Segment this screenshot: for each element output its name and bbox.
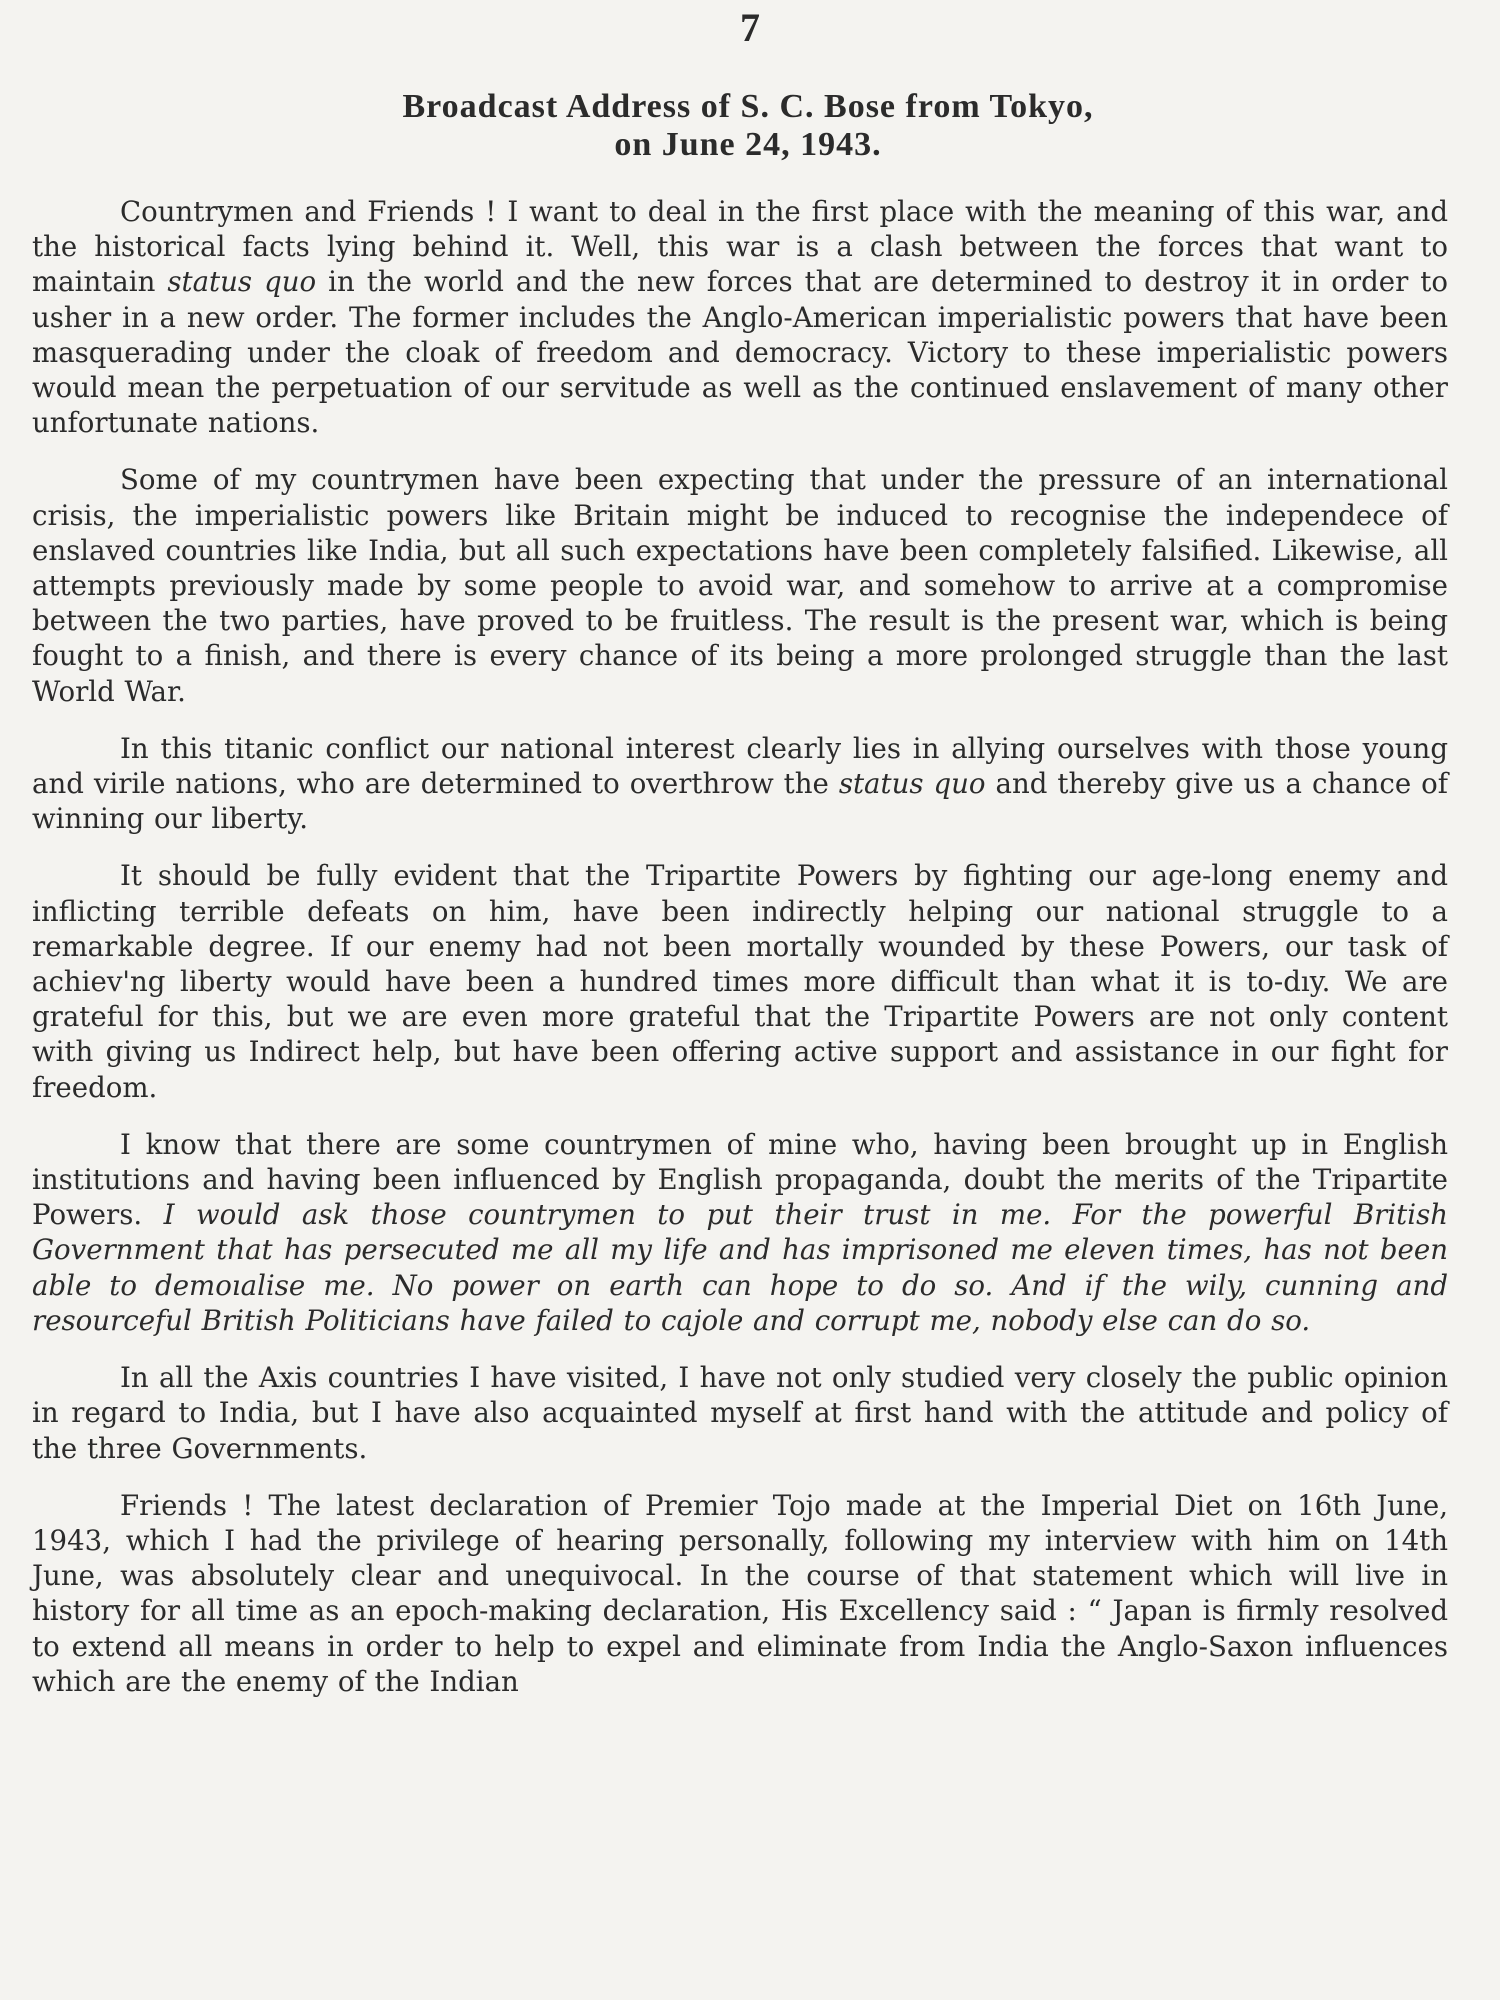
paragraph-1 [32,194,1448,440]
paragraph-7: Friends ! The latest declaration of Premier Tojo made at the Imperial Diet on 16th June, 1943, which I had the privilege of hearing personally, following my interview with him on 14th June, was absolutely clear and unequivocal. In the course of that statement which will live in history for all time as an epoch-making declaration, His Excellency said : “ Japan is firmly resolved to extend all means in order to help to expel and eliminate from India the Anglo-Saxon influences which are the enemy of the Indian [32,1488,1448,1698]
paragraph-2: Some of my countrymen have been expecting that under the pressure of an international crisis, the imperialistic powers like Britain might be induced to recognise the independece of enslaved countries like India, but all such expectations have been completely falsified. Likewise, all attempts previously made by some people to avoid war, and somehow to arrive at a compromise between the two parties, have proved to be fruitless. The result is the present war, which is being fought to a finish, and there is every chance of its being a more prolonged struggle than the last World War. [32,463,1448,708]
paragraph-3-text-c: and thereby give us a chance of winning our liberty. [32,767,1448,836]
page-number: 7 [740,5,760,50]
paragraph-6: In all the Axis countries I have visited, I have not only studied very closely the public opinion in regard to India, but I have also acquainted myself at first hand with the attitude and policy of the three Governments. [32,1361,1448,1465]
paragraph-5 [32,1127,1448,1338]
paragraph-3-text-a: In this titanic conflict our national interest clearly lies in allying ourselves with those young and virile nations, who are determined to overthrow the [32,731,1448,801]
paragraph-5-text-a: I know that there are some countrymen of mine who, having been brought up in English institutions and having been influenced by English propaganda, doubt the merits of the Tripartite Powers. [32,1127,1448,1232]
paragraph-3-italic-status-quo: status quo [838,767,986,801]
paragraph-5-italic-text: I would ask those countrymen to put their trust in me. For the powerful British Government that has persecuted me all my life and has imprisoned me eleven times, has not been able to demoıalise me. No power on earth can hope to do so. And if the wily, cunning and resourceful British Politicians have failed to cajole and corrupt me, nobody else can do so. [32,1198,1448,1337]
paragraph-3 [32,731,1448,837]
document-title [32,88,1448,164]
paragraph-1-text-a: Countrymen and Friends ! I want to deal in the first place with the meaning of this war, and the historical facts lying behind it. Well, this war is a clash between the forces that want to maintain [32,195,1448,299]
paragraph-4: It should be fully evident that the Tripartite Powers by fighting our age-long enemy and inflicting terrible defeats on him, have been indirectly helping our national struggle to a remarkable degree. If our enemy had not been mortally wounded by these Powers, our task of achiev'ng liberty would have been a hundred times more difficult than what it is to-dıy. We are grateful for this, but we are even more grateful that the Tripartite Powers are not only content with giving us Indirect help, but have been offering active support and assistance in our fight for freedom. [32,859,1448,1104]
paragraph-1-italic-status-quo: status quo [167,265,317,299]
title-line-2: on June 24, 1943. [614,126,882,163]
title-line-1: Broadcast Address of S. C. Bose from Tokyo, [402,88,1094,125]
paragraph-1-text-c: in the world and the new forces that are determined to destroy it in order to usher in a new order. The former includes the Anglo-American imperialistic powers that have been masquerading under the cloak of freedom and democracy. Victory to these imperialistic powers would mean the perpetuation of our servitude as well as the continued enslavement of many other unfortunate nations. [32,265,1448,440]
